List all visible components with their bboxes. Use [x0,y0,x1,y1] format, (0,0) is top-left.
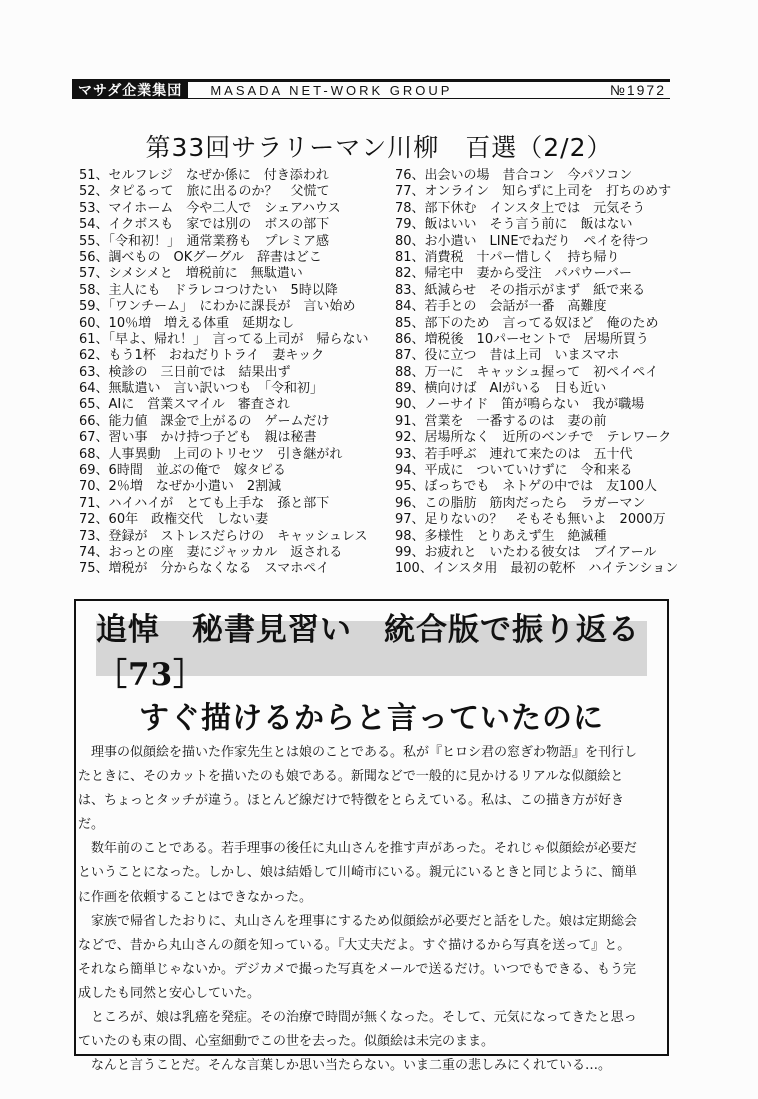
senryu-item: 63、検診の 三日前では 結果出ず [79,364,291,380]
senryu-item: 82、帰宅中 妻から受注 パパウーバー [395,266,632,282]
senryu-item: 61、「早よ、帰れ！」 言ってる上司が 帰らない [79,331,369,347]
senryu-item: 100、インスタ用 最初の乾杯 ハイテンション [395,561,679,577]
senryu-item: 95、ぼっちでも ネトゲの中では 友100人 [395,479,657,495]
article-paragraph: 理事の似顔絵を描いた作家先生とは娘のことである。私が『ヒロシ君の窓ぎわ物語』を刊行したときに、そのカットを描いたのも娘である。新聞などで一般的に見かけるリアルな似顔絵とは、ちょっとタッチが違う。ほとんど線だけで特徴をとらえている。私は、この描き方が好きだ。 [78,745,638,833]
senryu-item: 86、増税後 10パーセントで 居場所買う [395,331,649,347]
senryu-item: 71、ハイハイが とても上手な 孫と部下 [79,495,330,511]
senryu-item: 70、2％増 なぜか小遣い 2割減 [79,479,282,495]
newsletter-header [72,79,670,99]
senryu-item: 99、お疲れと いたわる彼女は ブイアール [395,544,657,560]
senryu-item: 55、「令和初！」 通常業務も プレミア感 [79,233,330,249]
senryu-item: 92、居場所なく 近所のベンチで テレワーク [395,430,672,446]
senryu-item: 85、部下のため 言ってる奴ほど 俺のため [395,315,659,331]
senryu-item: 87、役に立つ 昔は上司 いまスマホ [395,348,620,364]
senryu-item: 89、横向けば AIがいる 日も近い [395,381,607,397]
senryu-item: 57、シメシメと 増税前に 無駄遣い [79,266,303,282]
senryu-item: 72、60年 政権交代 しない妻 [79,512,269,528]
group-name-jp: マサダ企業集団 [72,82,188,98]
senryu-item: 88、万一に キャッシュ握って 初ペイペイ [395,364,659,380]
senryu-item: 58、主人にも ドラレコつけたい 5時以降 [79,282,338,298]
senryu-item: 64、無駄遣い 言い訳いつも 「令和初」 [79,381,324,397]
page-title: 第33回サラリーマン川柳 百選（2/2） [145,133,613,162]
senryu-item: 97、足りないの？ そもそも無いよ 2000万 [395,512,666,528]
article-paragraph: ところが、娘は乳癌を発症。その治療で時間が無くなった。そして、元気になってきたと思っていたのも束の間、心室細動でこの世を去った。似顔絵は未完のまま。 [78,1010,637,1050]
senryu-item: 94、平成に ついていけずに 令和来る [395,463,633,479]
article-body [78,741,642,1078]
senryu-item: 74、おっとの座 妻にジャッカル 返される [79,544,343,560]
memorial-article [74,599,669,1074]
senryu-item: 76、出会いの場 昔合コン 今パソコン [395,168,633,183]
senryu-item: 98、多様性 とりあえず生 絶滅種 [395,528,607,544]
senryu-item: 69、6時間 並ぶの俺で 嫁タピる [79,463,286,479]
article-paragraph: 数年前のことである。若手理事の後任に丸山さんを推す声があった。それじゃ似顔絵が必要だということになった。しかし、娘は結婚して川崎市にいる。親元にいるときと同じように、簡単に作画を依頼することはできなかった。 [78,841,638,905]
senryu-item: 78、部下休む インスタ上では 元気そう [395,200,646,216]
senryu-item: 93、若手呼ぶ 連れて来たのは 五十代 [395,446,633,462]
senryu-item: 96、この脂肪 筋肉だったら ラガーマン [395,495,646,511]
senryu-item: 60、10％増 増える体重 延期なし [79,315,295,331]
senryu-item: 68、人事異動 上司のトリセツ 引き継がれ [79,446,343,462]
senryu-item: 91、営業を 一番するのは 妻の前 [395,413,607,429]
senryu-item: 59、「ワンチーム」 にわかに課長が 言い始め [79,299,356,315]
senryu-item: 75、増税が 分からなくなる スマホペイ [79,561,330,577]
senryu-item: 67、習い事 かけ持つ子ども 親は秘書 [79,430,317,446]
senryu-item: 73、登録が ストレスだらけの キャッシュレス [79,528,368,544]
senryu-item: 56、調べもの OKグーグル 辞書はどこ [79,249,322,265]
article-paragraph: なんと言うことだ。そんな言葉しか思い当たらない。いま二重の悲しみにくれている…。 [91,1058,612,1074]
group-name-en: MASADA NET-WORK GROUP [210,82,453,98]
senryu-item: 62、もう1杯 おねだりトライ 妻キック [79,348,325,364]
article-paragraph: 家族で帰省したおりに、丸山さんを理事にするため似顔絵が必要だと話をした。娘は定期総会などで、昔から丸山さんの顔を知っている。『大丈夫だよ。すぐ描けるから写真を送って』と。それなら簡単じゃないか。デジカメで撮った写真をメールで送るだけ。いつでもできる、もう完成したも同然と安心していた。 [78,913,638,1001]
senryu-item: 81、消費税 十パー惜しく 持ち帰り [395,249,620,265]
senryu-item: 90、ノーサイド 笛が鳴らない 我が職場 [395,397,645,413]
senryu-item: 83、紙減らせ その指示がまず 紙で来る [395,282,646,298]
senryu-item: 52、タピるって 旅に出るのか？ 父慌て [79,184,330,200]
senryu-item: 65、AIに 営業スマイル 審査され [79,397,290,413]
senryu-item: 53、マイホーム 今や二人で シェアハウス [79,200,341,216]
senryu-list-right [395,168,678,578]
article-headline: すぐ描けるからと言っていたのに [139,701,604,736]
senryu-item: 84、若手との 会話が一番 高難度 [395,299,607,315]
senryu-item: 51、セルフレジ なぜか係に 付き添われ [79,168,329,183]
senryu-item: 66、能力値 課金で上がるの ゲームだけ [79,413,330,429]
senryu-item: 80、お小遣い LINEでねだり ペイを待つ [395,233,649,249]
senryu-item: 77、オンライン 知らずに上司を 打ちのめす [395,184,672,200]
senryu-item: 79、飯はいい そう言う前に 飯はない [395,217,633,233]
senryu-item: 54、イクボスも 家では別の ボスの部下 [79,217,330,233]
senryu-list-left [79,168,369,578]
article-banner: 追悼 秘書見習い 統合版で振り返る［73］ [96,621,647,676]
issue-number: №1972 [609,82,666,98]
